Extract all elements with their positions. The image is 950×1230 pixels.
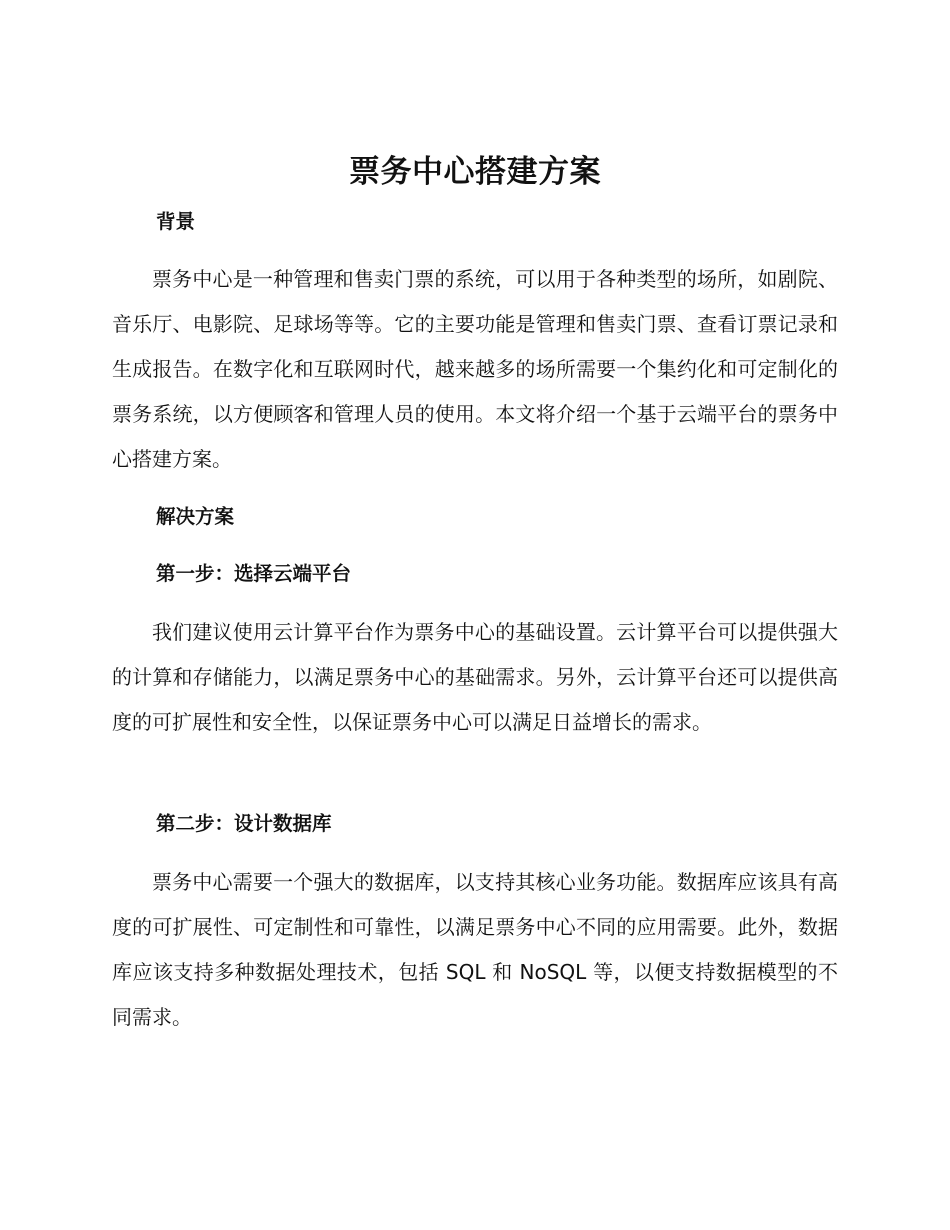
section-heading-background: 背景 (156, 210, 196, 233)
paragraph-step-one: 我们建议使用云计算平台作为票务中心的基础设置。云计算平台可以提供强大的计算和存储能力，以满足票务中心的基础需求。另外，云计算平台还可以提供高度的可扩展性和安全性，以保证票务中心可以满足日益增长的需求。 (112, 620, 838, 734)
section-heading-solution: 解决方案 (156, 505, 235, 528)
paragraph-step-two: 票务中心需要一个强大的数据库，以支持其核心业务功能。数据库应该具有高度的可扩展性、可定制性和可靠性，以满足票务中心不同的应用需要。此外，数据库应该支持多种数据处理技术，包括 SQL 和 NoSQL 等，以便支持数据模型的不同需求。 (112, 870, 838, 1029)
document-title: 票务中心搭建方案 (349, 154, 601, 190)
paragraph-background: 票务中心是一种管理和售卖门票的系统，可以用于各种类型的场所，如剧院、音乐厅、电影院、足球场等等。它的主要功能是管理和售卖门票、查看订票记录和生成报告。在数字化和互联网时代，越来越多的场所需要一个集约化和可定制化的票务系统，以方便顾客和管理人员的使用。本文将介绍一个基于云端平台的票务中心搭建方案。 (112, 267, 838, 471)
section-heading-step-two: 第二步：设计数据库 (156, 812, 332, 835)
section-heading-step-one: 第一步：选择云端平台 (156, 562, 352, 585)
